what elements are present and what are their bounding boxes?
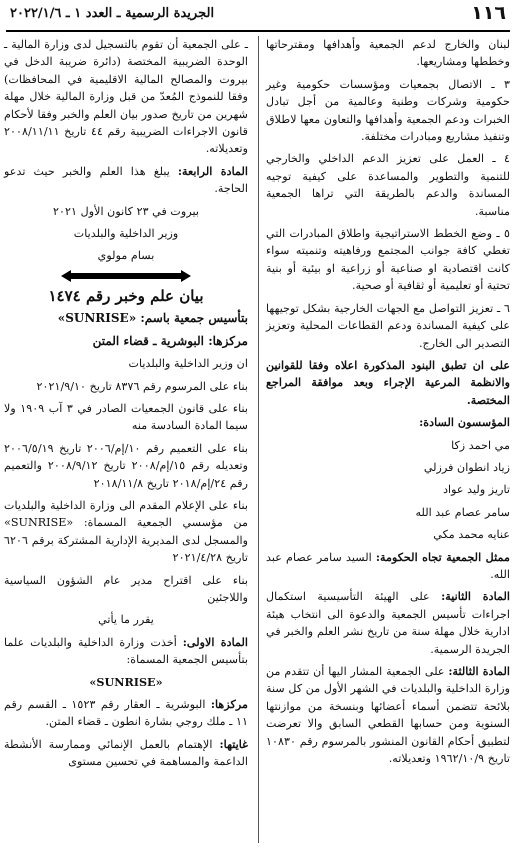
founders-heading: المؤسسون السادة:	[419, 415, 510, 430]
conditions-paragraph: على ان تطبق البنود المذكورة اعلاه وفقا للقوانين والانظمة المرعية الإجراء وبعد موافقة المراجع المختصة.	[266, 357, 510, 407]
article-2-label: المادة الثانية:	[441, 589, 510, 604]
paragraph: بناء على قانون الجمعيات الصادر في ٣ آب ١٩٠٩ ولا سيما المادة السادسة منه	[4, 401, 248, 433]
minister-title: وزير الداخلية والبلديات	[73, 227, 179, 241]
date-line: بيروت في ٢٣ كانون الأول ٢٠٢١	[52, 204, 199, 218]
founder-name: عنايه محمد مكي	[433, 528, 510, 542]
gazette-title: الجريدة الرسمية ـ العدد ١ ـ ٢٠٢٢/١/٦	[10, 6, 215, 21]
paragraph: بناء على المرسوم رقم ٨٣٧٦ تاريخ ٢٠٢١/٩/١٠	[36, 379, 248, 393]
article-4	[4, 163, 248, 198]
paragraph: بناء على التعميم رقم ١٠/إم/٢٠٠٦ تاريخ ٢٠٠٦/٥/١٩ وتعديله رقم ١٥/إم/٢٠٠٨ تاريخ ٢٠٠٨/٩/١٢ والتعميم رقم ٢٤/إم/٢٠١٨ تاريخ ٢٠١٨/١١/٨	[4, 441, 248, 490]
column-divider	[258, 36, 259, 843]
paragraph: ٣ ـ الاتصال بجمعيات ومؤسسات حكومية وغير حكومية وشركات وطنية وعالمية من أجل تبادل الخبرات ودعم الجمعية وأهدافها والتعاون معها لاطلاق وتنفيذ مشاريع ومبادرات مختلفة.	[266, 77, 510, 144]
notice-subtitle: مركزها: البوشرية ـ قضاء المتن	[92, 333, 248, 348]
founder-name: زياد انطوان فرزلي	[423, 460, 510, 474]
right-column	[266, 36, 510, 772]
signature: بسام مولوي	[97, 249, 155, 263]
article-2	[266, 588, 510, 658]
article-4-label: المادة الرابعة:	[177, 163, 248, 178]
representative-paragraph	[266, 549, 510, 584]
founder-name: مي احمد زكا	[451, 438, 510, 452]
article-1	[4, 634, 248, 669]
page-header	[6, 2, 510, 32]
goals-text: الإهتمام بالعمل الإنمائي وممارسة الأنشطة الداعمة والمساهمة في تحسين مستوى	[4, 737, 248, 769]
decides-line: يقرر ما يأتي	[98, 613, 154, 627]
founder-name: سامر عصام عبد الله	[415, 505, 510, 519]
article-3	[266, 663, 510, 767]
article-1-text: أخذت وزارة الداخلية والبلديات علما بتأسيس الجمعية المسماة:	[4, 635, 248, 667]
article-3-label: المادة الثالثة:	[448, 664, 510, 678]
article-3-text: على الجمعية المشار اليها أن تتقدم من وزارة الداخلية والبلديات في الشهر الأول من كل سنة بلائحة تتضمن أسماء أعضائها وبنسخة من موازنتها السنوية ومن حسابها القطعي السابق والا تعرضت لتطبيق أحكام القانون المنشور بالمرسوم رقم ١٠٨٣٠ تاريخ ١٩٦٢/١٠/٩ وتعديلاته.	[266, 665, 510, 766]
goals	[4, 736, 248, 771]
representative-label: ممثل الجمعية تجاه الحكومة:	[375, 549, 510, 564]
article-2-text: على الهيئة التأسيسية استكمال اجراءات تأسيس الجمعية والدعوة الى انتخاب هيئة ادارية خلال مهلة سنة من تاريخ نشر العلم والخبر في الجريدة الرسمية.	[266, 590, 510, 656]
paragraph: ـ على الجمعية أن تقوم بالتسجيل لدى وزارة المالية ـ الوحدة الضريبية المختصة (دائرة ضريبة الدخل في بيروت والمصالح المالية الاقليمية في المحافظات) وفقا للنموذج المُعدّ من قبل وزارة المالية خلال مهلة شهرين من تاريخ صدور بيان العلم والخبر وفقا لأحكام قانون الاجراءات الضريبية رقم ٤٤ تاريخ ٢٠٠٨/١١/١١ وتعديلاته.	[4, 38, 248, 156]
goals-label: غايتها:	[219, 736, 248, 751]
headquarters-label: مركزها:	[210, 697, 248, 711]
article-4-text: يبلغ هذا العلم والخبر حيث تدعو الحاجة.	[4, 164, 248, 196]
paragraph: ٤ ـ العمل على تعزيز الدعم الداخلي والخارجي للتنمية والتطوير والمساعدة على كيفية توجيه المساندة والدعم بالطريقة التي تراها الجمعية مناسبة.	[266, 152, 510, 218]
notice-subtitle: بتأسيس جمعية باسم: «SUNRISE»	[57, 311, 248, 326]
article-1-label: المادة الاولى:	[182, 634, 248, 649]
paragraph: ان وزير الداخلية والبلديات	[128, 357, 248, 371]
association-name: «SUNRISE»	[89, 674, 163, 689]
paragraph: ٥ ـ وضع الخطط الاستراتيجية واطلاق المبادرات التي تغطي كافة جوانب المجتمع ورفاهيته وتنميته سواء كانت اقتصادية او صناعية أو زراعية او بيئية أو بنية تحتية أو تعليمية أو ثقافية أو صحية.	[266, 227, 510, 293]
headquarters	[4, 696, 248, 731]
headquarters-text: البوشرية ـ العقار رقم ١٥٢٣ ـ القسم رقم ١١ ـ ملك روجي بشارة انطون ـ قضاء المتن.	[4, 698, 248, 729]
page-number: ١١٦	[471, 2, 506, 24]
left-column	[4, 36, 248, 776]
paragraph: بناء على الإعلام المقدم الى وزارة الداخلية والبلديات من مؤسسي الجمعية المسماة: «SUNRISE» والمسجل لدى المديرية الإدارية المشتركة برقم ٦٢٠٦ تاريخ ٢٠٢١/٤/٢٨	[4, 498, 248, 565]
representative-text: السيد سامر عصام عبد الله.	[266, 550, 510, 581]
paragraph: ٦ ـ تعزيز التواصل مع الجهات الخارجية بشكل توجيهها على كيفية المساندة ودعم القطاعات المحلية وتعزيز التصدير الى الخارج.	[266, 301, 510, 350]
paragraph: بناء على اقتراح مدير عام الشؤون السياسية واللاجئين	[4, 573, 248, 604]
notice-title: بيان علم وخبر رقم ١٤٧٤	[48, 286, 204, 305]
section-ornament	[4, 270, 248, 282]
paragraph: لبنان والخارج لدعم الجمعية وأهدافها ومقترحاتها وخططها ومشاريعها.	[266, 38, 510, 69]
founder-name: تاريز وليد عواد	[443, 483, 510, 497]
